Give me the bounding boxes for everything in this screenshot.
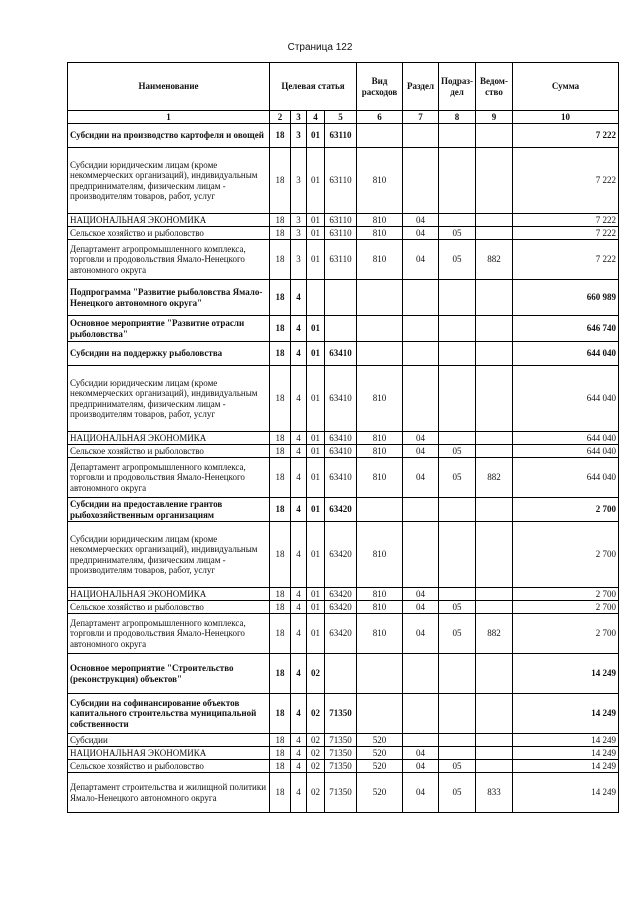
row-section: 04 <box>403 614 439 654</box>
row-department: 882 <box>476 458 513 498</box>
row-department <box>476 747 513 760</box>
row-department <box>476 760 513 773</box>
col-number: 10 <box>513 111 619 124</box>
row-subsection <box>439 366 476 432</box>
row-subprogram-code: 4 <box>291 760 307 773</box>
row-department <box>476 366 513 432</box>
table-row <box>68 760 619 773</box>
row-name: Субсидии на поддержку рыболовства <box>68 342 270 366</box>
row-event-code: 01 <box>307 458 325 498</box>
row-section <box>403 522 439 588</box>
row-expense-type <box>357 316 403 342</box>
row-section <box>403 124 439 148</box>
row-subsection <box>439 522 476 588</box>
row-program-code: 18 <box>270 240 291 280</box>
row-event-code <box>307 280 325 316</box>
row-program-code: 18 <box>270 342 291 366</box>
row-direction-code <box>325 316 357 342</box>
row-expense-type: 810 <box>357 458 403 498</box>
row-subprogram-code: 3 <box>291 240 307 280</box>
row-name: Субсидии на производство картофеля и овощей <box>68 124 270 148</box>
row-subsection: 05 <box>439 227 476 240</box>
col-number: 4 <box>307 111 325 124</box>
row-direction-code: 63420 <box>325 522 357 588</box>
row-section: 04 <box>403 588 439 601</box>
row-program-code: 18 <box>270 366 291 432</box>
row-name: НАЦИОНАЛЬНАЯ ЭКОНОМИКА <box>68 214 270 227</box>
row-expense-type: 520 <box>357 734 403 747</box>
row-sum: 2 700 <box>513 588 619 601</box>
row-program-code: 18 <box>270 280 291 316</box>
row-section: 04 <box>403 432 439 445</box>
row-name: НАЦИОНАЛЬНАЯ ЭКОНОМИКА <box>68 432 270 445</box>
row-name: Субсидии на софинансирование объектов капитального строительства муниципальной собственности <box>68 694 270 734</box>
table-row <box>68 316 619 342</box>
row-department <box>476 734 513 747</box>
row-expense-type <box>357 124 403 148</box>
row-direction-code: 71350 <box>325 760 357 773</box>
row-department <box>476 654 513 694</box>
row-section <box>403 734 439 747</box>
row-department <box>476 694 513 734</box>
row-department <box>476 280 513 316</box>
row-subsection <box>439 124 476 148</box>
row-name: Основное мероприятие "Развитие отрасли рыболовства" <box>68 316 270 342</box>
row-department <box>476 522 513 588</box>
table-row <box>68 773 619 813</box>
table-row <box>68 614 619 654</box>
row-subprogram-code: 4 <box>291 522 307 588</box>
table-body <box>68 124 619 813</box>
row-sum: 2 700 <box>513 601 619 614</box>
row-name: Субсидии на предоставление грантов рыбохозяйственным организациям <box>68 498 270 522</box>
table-row <box>68 522 619 588</box>
row-direction-code: 63110 <box>325 214 357 227</box>
row-event-code: 01 <box>307 588 325 601</box>
row-event-code: 02 <box>307 747 325 760</box>
col-number: 9 <box>476 111 513 124</box>
header-department: Ведом-ство <box>476 63 513 111</box>
row-name: Департамент агропромышленного комплекса, торговли и продовольствия Ямало-Ненецкого автономного округа <box>68 458 270 498</box>
header-target: Целевая статья <box>270 63 357 111</box>
row-name: Субсидии <box>68 734 270 747</box>
row-program-code: 18 <box>270 458 291 498</box>
row-direction-code: 63110 <box>325 240 357 280</box>
row-sum: 14 249 <box>513 654 619 694</box>
row-program-code: 18 <box>270 614 291 654</box>
row-section: 04 <box>403 773 439 813</box>
row-event-code: 01 <box>307 342 325 366</box>
row-section: 04 <box>403 227 439 240</box>
row-subsection <box>439 498 476 522</box>
row-subsection <box>439 342 476 366</box>
table-row <box>68 445 619 458</box>
col-number: 7 <box>403 111 439 124</box>
row-section: 04 <box>403 601 439 614</box>
row-event-code: 01 <box>307 601 325 614</box>
row-name: Департамент строительства и жилищной политики Ямало-Ненецкого автономного округа <box>68 773 270 813</box>
header-sum: Сумма <box>513 63 619 111</box>
row-expense-type: 810 <box>357 522 403 588</box>
row-event-code: 01 <box>307 614 325 654</box>
row-program-code: 18 <box>270 601 291 614</box>
row-department <box>476 498 513 522</box>
header-subsection: Подраз-дел <box>439 63 476 111</box>
header-expense-type: Вид расходов <box>357 63 403 111</box>
row-subsection <box>439 654 476 694</box>
row-department <box>476 316 513 342</box>
row-expense-type: 520 <box>357 747 403 760</box>
row-direction-code: 63420 <box>325 601 357 614</box>
row-section: 04 <box>403 445 439 458</box>
row-program-code: 18 <box>270 654 291 694</box>
row-event-code: 01 <box>307 214 325 227</box>
row-name: Основное мероприятие "Строительство (реконструкция) объектов" <box>68 654 270 694</box>
row-expense-type: 810 <box>357 588 403 601</box>
row-direction-code: 63420 <box>325 498 357 522</box>
row-expense-type: 810 <box>357 432 403 445</box>
table-row <box>68 694 619 734</box>
row-subsection <box>439 214 476 227</box>
row-subprogram-code: 4 <box>291 734 307 747</box>
table-row <box>68 342 619 366</box>
row-subprogram-code: 4 <box>291 614 307 654</box>
row-section <box>403 316 439 342</box>
row-section <box>403 342 439 366</box>
row-direction-code: 63110 <box>325 124 357 148</box>
row-program-code: 18 <box>270 445 291 458</box>
table-row <box>68 747 619 760</box>
row-sum: 644 040 <box>513 432 619 445</box>
row-name: Субсидии юридическим лицам (кроме некоммерческих организаций), индивидуальным предпринимателям, физическим лицам - производителям товаров, работ, услуг <box>68 148 270 214</box>
row-program-code: 18 <box>270 214 291 227</box>
row-subprogram-code: 4 <box>291 458 307 498</box>
row-program-code: 18 <box>270 432 291 445</box>
row-subsection <box>439 280 476 316</box>
row-direction-code: 63410 <box>325 432 357 445</box>
row-section: 04 <box>403 747 439 760</box>
row-sum: 7 222 <box>513 227 619 240</box>
row-sum: 644 040 <box>513 342 619 366</box>
table-row <box>68 432 619 445</box>
row-program-code: 18 <box>270 747 291 760</box>
row-program-code: 18 <box>270 760 291 773</box>
col-number: 8 <box>439 111 476 124</box>
row-sum: 7 222 <box>513 214 619 227</box>
row-expense-type: 810 <box>357 240 403 280</box>
row-subprogram-code: 3 <box>291 227 307 240</box>
table-row <box>68 588 619 601</box>
row-direction-code: 71350 <box>325 773 357 813</box>
row-sum: 660 989 <box>513 280 619 316</box>
row-direction-code <box>325 654 357 694</box>
row-department <box>476 445 513 458</box>
row-expense-type: 810 <box>357 614 403 654</box>
row-direction-code: 71350 <box>325 694 357 734</box>
row-expense-type: 810 <box>357 601 403 614</box>
row-event-code: 02 <box>307 694 325 734</box>
row-name: Департамент агропромышленного комплекса, торговли и продовольствия Ямало-Ненецкого автономного округа <box>68 240 270 280</box>
row-section: 04 <box>403 458 439 498</box>
row-expense-type: 520 <box>357 760 403 773</box>
row-direction-code: 63410 <box>325 366 357 432</box>
row-section <box>403 654 439 694</box>
row-sum: 14 249 <box>513 694 619 734</box>
row-subsection <box>439 588 476 601</box>
row-section: 04 <box>403 214 439 227</box>
col-number: 5 <box>325 111 357 124</box>
header-section: Раздел <box>403 63 439 111</box>
row-sum: 644 040 <box>513 366 619 432</box>
row-direction-code <box>325 280 357 316</box>
row-department <box>476 432 513 445</box>
row-event-code: 01 <box>307 522 325 588</box>
row-subprogram-code: 4 <box>291 588 307 601</box>
row-program-code: 18 <box>270 588 291 601</box>
row-name: Подпрограмма "Развитие рыболовства Ямало-Ненецкого автономного округа" <box>68 280 270 316</box>
row-program-code: 18 <box>270 773 291 813</box>
col-number: 2 <box>270 111 291 124</box>
table-row <box>68 227 619 240</box>
row-event-code: 01 <box>307 432 325 445</box>
col-number: 1 <box>68 111 270 124</box>
table-row <box>68 654 619 694</box>
row-expense-type <box>357 694 403 734</box>
row-section: 04 <box>403 240 439 280</box>
row-department <box>476 214 513 227</box>
table-row <box>68 734 619 747</box>
row-department <box>476 588 513 601</box>
row-direction-code: 63410 <box>325 342 357 366</box>
row-event-code: 01 <box>307 240 325 280</box>
row-subsection: 05 <box>439 458 476 498</box>
row-program-code: 18 <box>270 498 291 522</box>
row-department <box>476 601 513 614</box>
table-row <box>68 124 619 148</box>
table-row <box>68 148 619 214</box>
row-sum: 14 249 <box>513 760 619 773</box>
table-row <box>68 240 619 280</box>
row-section <box>403 280 439 316</box>
row-sum: 14 249 <box>513 773 619 813</box>
row-sum: 7 222 <box>513 240 619 280</box>
table-row <box>68 214 619 227</box>
row-expense-type: 520 <box>357 773 403 813</box>
row-section <box>403 498 439 522</box>
row-program-code: 18 <box>270 522 291 588</box>
row-subsection <box>439 694 476 734</box>
row-program-code: 18 <box>270 148 291 214</box>
row-direction-code: 71350 <box>325 747 357 760</box>
row-event-code: 02 <box>307 773 325 813</box>
row-program-code: 18 <box>270 694 291 734</box>
row-program-code: 18 <box>270 124 291 148</box>
row-event-code: 01 <box>307 227 325 240</box>
row-department: 882 <box>476 240 513 280</box>
row-event-code: 02 <box>307 734 325 747</box>
row-direction-code: 63420 <box>325 588 357 601</box>
row-subsection <box>439 747 476 760</box>
row-expense-type <box>357 498 403 522</box>
row-expense-type: 810 <box>357 214 403 227</box>
table-row <box>68 458 619 498</box>
row-event-code: 01 <box>307 148 325 214</box>
row-subprogram-code: 3 <box>291 148 307 214</box>
header-name: Наименование <box>68 63 270 111</box>
row-subsection: 05 <box>439 601 476 614</box>
row-expense-type <box>357 280 403 316</box>
row-sum: 2 700 <box>513 614 619 654</box>
table-row <box>68 280 619 316</box>
row-program-code: 18 <box>270 227 291 240</box>
row-subsection <box>439 316 476 342</box>
row-sum: 2 700 <box>513 498 619 522</box>
row-section: 04 <box>403 760 439 773</box>
row-subprogram-code: 4 <box>291 316 307 342</box>
row-sum: 7 222 <box>513 148 619 214</box>
row-name: НАЦИОНАЛЬНАЯ ЭКОНОМИКА <box>68 588 270 601</box>
row-program-code: 18 <box>270 734 291 747</box>
row-event-code: 01 <box>307 316 325 342</box>
row-event-code: 01 <box>307 445 325 458</box>
row-event-code: 02 <box>307 760 325 773</box>
col-number: 6 <box>357 111 403 124</box>
header-row <box>68 63 619 111</box>
row-program-code: 18 <box>270 316 291 342</box>
row-direction-code: 63420 <box>325 614 357 654</box>
row-event-code: 01 <box>307 124 325 148</box>
row-name: Субсидии юридическим лицам (кроме некоммерческих организаций), индивидуальным предпринимателям, физическим лицам - производителям товаров, работ, услуг <box>68 522 270 588</box>
row-department: 882 <box>476 614 513 654</box>
row-sum: 14 249 <box>513 747 619 760</box>
row-event-code: 01 <box>307 498 325 522</box>
row-sum: 644 040 <box>513 458 619 498</box>
row-name: Сельское хозяйство и рыболовство <box>68 445 270 458</box>
row-subprogram-code: 4 <box>291 280 307 316</box>
row-name: Сельское хозяйство и рыболовство <box>68 760 270 773</box>
table-row <box>68 498 619 522</box>
table-row <box>68 601 619 614</box>
row-subprogram-code: 4 <box>291 342 307 366</box>
row-subsection: 05 <box>439 773 476 813</box>
budget-table <box>67 62 619 813</box>
row-subsection: 05 <box>439 760 476 773</box>
row-subprogram-code: 4 <box>291 747 307 760</box>
row-expense-type: 810 <box>357 366 403 432</box>
row-expense-type <box>357 342 403 366</box>
row-sum: 14 249 <box>513 734 619 747</box>
row-subsection: 05 <box>439 240 476 280</box>
row-event-code: 01 <box>307 366 325 432</box>
row-subsection <box>439 734 476 747</box>
row-direction-code: 63410 <box>325 458 357 498</box>
row-department <box>476 148 513 214</box>
row-subprogram-code: 3 <box>291 124 307 148</box>
row-subsection: 05 <box>439 614 476 654</box>
row-name: Сельское хозяйство и рыболовство <box>68 601 270 614</box>
row-subprogram-code: 4 <box>291 432 307 445</box>
row-subprogram-code: 4 <box>291 366 307 432</box>
row-subsection <box>439 148 476 214</box>
row-subprogram-code: 4 <box>291 654 307 694</box>
row-subprogram-code: 4 <box>291 601 307 614</box>
row-sum: 644 040 <box>513 445 619 458</box>
row-subsection <box>439 432 476 445</box>
column-number-row <box>68 111 619 124</box>
table-row <box>68 366 619 432</box>
row-sum: 646 740 <box>513 316 619 342</box>
row-name: НАЦИОНАЛЬНАЯ ЭКОНОМИКА <box>68 747 270 760</box>
row-name: Субсидии юридическим лицам (кроме некоммерческих организаций), индивидуальным предпринимателям, физическим лицам - производителям товаров, работ, услуг <box>68 366 270 432</box>
row-expense-type: 810 <box>357 445 403 458</box>
row-section <box>403 366 439 432</box>
row-direction-code: 63410 <box>325 445 357 458</box>
col-number: 3 <box>291 111 307 124</box>
row-direction-code: 63110 <box>325 227 357 240</box>
row-subprogram-code: 4 <box>291 773 307 813</box>
row-name: Сельское хозяйство и рыболовство <box>68 227 270 240</box>
row-subsection: 05 <box>439 445 476 458</box>
row-subprogram-code: 4 <box>291 498 307 522</box>
row-department <box>476 124 513 148</box>
row-department: 833 <box>476 773 513 813</box>
row-sum: 2 700 <box>513 522 619 588</box>
row-expense-type <box>357 654 403 694</box>
row-direction-code: 71350 <box>325 734 357 747</box>
row-subprogram-code: 4 <box>291 445 307 458</box>
row-expense-type: 810 <box>357 148 403 214</box>
row-subprogram-code: 3 <box>291 214 307 227</box>
row-event-code: 02 <box>307 654 325 694</box>
row-expense-type: 810 <box>357 227 403 240</box>
row-sum: 7 222 <box>513 124 619 148</box>
row-department <box>476 227 513 240</box>
page-header: Страница 122 <box>287 42 353 53</box>
row-direction-code: 63110 <box>325 148 357 214</box>
row-subprogram-code: 4 <box>291 694 307 734</box>
row-name: Департамент агропромышленного комплекса, торговли и продовольствия Ямало-Ненецкого автономного округа <box>68 614 270 654</box>
row-department <box>476 342 513 366</box>
row-section <box>403 694 439 734</box>
row-section <box>403 148 439 214</box>
